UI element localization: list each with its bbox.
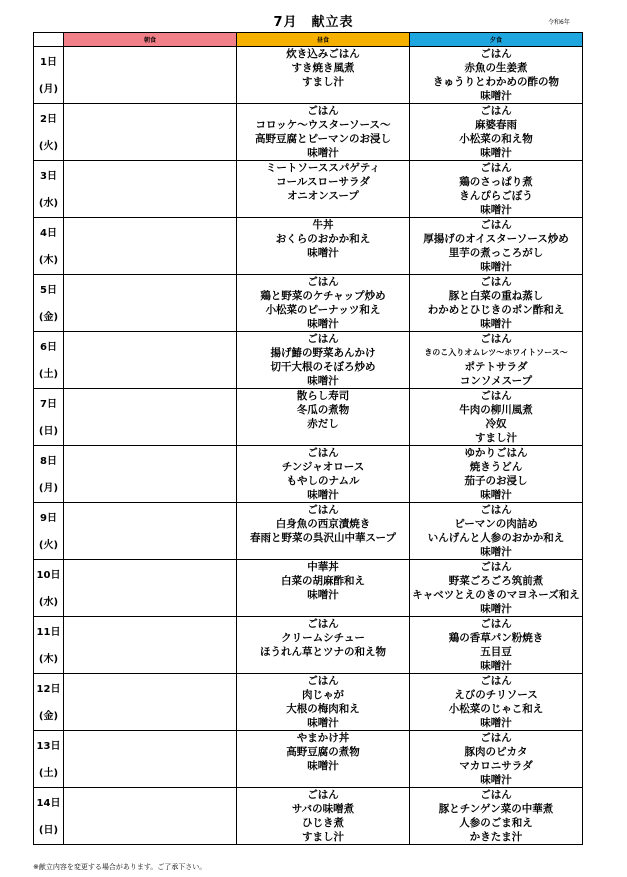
day-cell [34, 560, 64, 617]
lunch-cell [237, 674, 410, 731]
lunch-dish: 炊き込みごはん [286, 48, 360, 60]
dinner-cell [410, 161, 583, 218]
dinner-dish: 味噌汁 [480, 546, 512, 558]
table-row [34, 674, 583, 731]
lunch-cell [237, 275, 410, 332]
dinner-cell [410, 332, 583, 389]
lunch-dish: 散らし寿司 [296, 390, 350, 402]
breakfast-cell [64, 47, 237, 104]
day-date: 9日 [40, 513, 57, 524]
table-row [34, 218, 583, 275]
day-date: 14日 [36, 798, 61, 809]
day-cell [34, 332, 64, 389]
menu-table [33, 32, 583, 845]
dinner-dish: きんぴらごぼう [459, 190, 533, 202]
lunch-cell [237, 560, 410, 617]
lunch-dish: 赤だし [307, 418, 339, 430]
dinner-dish: 人参のごま和え [459, 817, 533, 829]
lunch-cell [237, 104, 410, 161]
dinner-dish: ごはん [480, 618, 512, 630]
breakfast-cell [64, 104, 237, 161]
lunch-cell [237, 446, 410, 503]
lunch-dish: ほうれん草とツナの和え物 [260, 646, 386, 658]
lunch-dish: 大根の梅肉和え [286, 703, 360, 715]
lunch-dish: すまし汁 [302, 831, 344, 843]
lunch-dish: クリームシチュー [281, 632, 365, 644]
dinner-dish: 鶏の香草パン粉焼き [448, 632, 544, 644]
lunch-dish: おくらのおかか和え [275, 233, 371, 245]
day-date: 2日 [40, 114, 57, 125]
lunch-dish: 味噌汁 [307, 760, 339, 772]
dinner-dish: ごはん [480, 162, 512, 174]
lunch-dish: 揚げ鰆の野菜あんかけ [270, 347, 376, 359]
dinner-dish: ごはん [480, 390, 512, 402]
dinner-cell [410, 218, 583, 275]
dinner-dish: 豚とチンゲン菜の中華煮 [438, 803, 554, 815]
dinner-cell [410, 617, 583, 674]
day-weekday: (木) [38, 654, 59, 665]
header-dinner: 夕食 [410, 33, 583, 47]
dinner-cell [410, 275, 583, 332]
dinner-dish: かきたま汁 [469, 831, 523, 843]
dinner-dish: 味噌汁 [480, 660, 512, 672]
day-date: 1日 [40, 57, 57, 68]
table-row [34, 161, 583, 218]
lunch-dish: 鶏と野菜のケチャップ炒め [260, 290, 386, 302]
day-weekday: (日) [38, 426, 59, 437]
day-cell [34, 104, 64, 161]
dinner-dish: 冷奴 [485, 418, 507, 430]
lunch-dish: サバの味噌煮 [291, 803, 355, 815]
dinner-dish: わかめとひじきのポン酢和え [427, 304, 565, 316]
dinner-dish: すまし汁 [475, 432, 517, 444]
table-row [34, 332, 583, 389]
table-row [34, 446, 583, 503]
lunch-dish: ごはん [307, 105, 339, 117]
dinner-dish: 味噌汁 [480, 489, 512, 501]
dinner-cell [410, 104, 583, 161]
day-weekday: (日) [38, 825, 59, 836]
dinner-dish: ごはん [480, 276, 512, 288]
dinner-dish: ごはん [480, 561, 512, 573]
day-weekday: (土) [38, 369, 59, 380]
lunch-dish: やまかけ丼 [296, 732, 350, 744]
dinner-dish: ごはん [480, 675, 512, 687]
lunch-dish: もやしのナムル [286, 475, 360, 487]
dinner-cell [410, 446, 583, 503]
table-row [34, 389, 583, 446]
lunch-cell [237, 731, 410, 788]
dinner-dish: ピーマンの肉詰め [454, 518, 538, 530]
header-lunch: 昼食 [237, 33, 410, 47]
dinner-dish: ごはん [480, 789, 512, 801]
dinner-dish: 鶏のさっぱり煮 [459, 176, 533, 188]
dinner-cell [410, 503, 583, 560]
dinner-cell [410, 674, 583, 731]
breakfast-cell [64, 560, 237, 617]
dinner-dish: 赤魚の生姜煮 [464, 62, 528, 74]
dinner-dish: 野菜ごろごろ筑前煮 [448, 575, 544, 587]
lunch-cell [237, 218, 410, 275]
table-row [34, 47, 583, 104]
day-date: 3日 [40, 171, 57, 182]
day-weekday: (火) [38, 540, 59, 551]
breakfast-cell [64, 161, 237, 218]
day-date: 10日 [36, 570, 61, 581]
breakfast-cell [64, 218, 237, 275]
dinner-dish: 豚肉のピカタ [464, 746, 528, 758]
dinner-dish: 味噌汁 [480, 147, 512, 159]
day-weekday: (水) [38, 198, 59, 209]
dinner-dish: ごはん [480, 48, 512, 60]
dinner-dish: いんげんと人参のおかか和え [427, 532, 565, 544]
lunch-dish: ミートソーススパゲティ [265, 162, 381, 174]
table-header-row [34, 33, 583, 47]
lunch-dish: ごはん [307, 789, 339, 801]
lunch-dish: 高野豆腐の煮物 [286, 746, 360, 758]
day-date: 13日 [36, 741, 61, 752]
dinner-dish: ゆかりごはん [464, 447, 528, 459]
lunch-cell [237, 161, 410, 218]
breakfast-cell [64, 275, 237, 332]
day-weekday: (火) [38, 141, 59, 152]
day-cell [34, 674, 64, 731]
header-day [34, 33, 64, 47]
dinner-cell [410, 731, 583, 788]
lunch-dish: チンジャオロース [281, 461, 365, 473]
day-cell [34, 617, 64, 674]
breakfast-cell [64, 332, 237, 389]
day-date: 12日 [36, 684, 61, 695]
lunch-dish: ごはん [307, 504, 339, 516]
footnote: ※献立内容を変更する場合があります。ご了承下さい。 [33, 863, 207, 871]
dinner-cell [410, 389, 583, 446]
dinner-dish: 里芋の煮っころがし [448, 247, 544, 259]
lunch-dish: 味噌汁 [307, 147, 339, 159]
dinner-dish: キャベツとえのきのマヨネーズ和え [412, 589, 580, 601]
dinner-dish: 茄子のお浸し [464, 475, 528, 487]
lunch-dish: ごはん [307, 618, 339, 630]
dinner-dish: ごはん [480, 732, 512, 744]
lunch-dish: 中華丼 [307, 561, 339, 573]
lunch-dish: 春雨と野菜の呉沢山中華スープ [250, 532, 396, 544]
dinner-cell [410, 47, 583, 104]
header-breakfast: 朝食 [64, 33, 237, 47]
lunch-cell [237, 47, 410, 104]
lunch-dish: 白菜の胡麻酢和え [281, 575, 365, 587]
lunch-dish: ごはん [307, 447, 339, 459]
lunch-dish: 味噌汁 [307, 247, 339, 259]
dinner-dish: 厚揚げのオイスターソース炒め [423, 233, 569, 245]
breakfast-cell [64, 788, 237, 845]
lunch-dish: 味噌汁 [307, 717, 339, 729]
day-weekday: (土) [38, 768, 59, 779]
dinner-dish: 小松菜の和え物 [459, 133, 533, 145]
dinner-cell [410, 788, 583, 845]
table-row [34, 503, 583, 560]
lunch-dish: 冬瓜の煮物 [296, 404, 350, 416]
table-row [34, 275, 583, 332]
dinner-dish: ポテトサラダ [464, 361, 528, 373]
breakfast-cell [64, 503, 237, 560]
breakfast-cell [64, 674, 237, 731]
dinner-dish: ごはん [480, 219, 512, 231]
day-date: 5日 [40, 285, 57, 296]
day-cell [34, 275, 64, 332]
day-cell [34, 389, 64, 446]
day-weekday: (水) [38, 597, 59, 608]
lunch-dish: 白身魚の西京漬焼き [275, 518, 371, 530]
lunch-dish: 小松菜のピーナッツ和え [265, 304, 381, 316]
lunch-dish: オニオンスープ [287, 190, 359, 202]
lunch-dish: ごはん [307, 675, 339, 687]
lunch-dish: 肉じゃが [302, 689, 344, 701]
lunch-dish: 味噌汁 [307, 489, 339, 501]
dinner-dish: 味噌汁 [480, 774, 512, 786]
day-cell [34, 161, 64, 218]
dinner-dish: ごはん [480, 105, 512, 117]
era-label: 令和6年 [548, 19, 570, 26]
day-date: 7日 [40, 399, 57, 410]
lunch-dish: 牛丼 [312, 219, 334, 231]
menu-body [34, 47, 583, 845]
lunch-cell [237, 503, 410, 560]
lunch-dish: 味噌汁 [307, 375, 339, 387]
dinner-dish: きゅうりとわかめの酢の物 [433, 76, 559, 88]
day-date: 6日 [40, 342, 57, 353]
dinner-dish: 味噌汁 [480, 204, 512, 216]
lunch-dish: 切干大根のそぼろ炒め [270, 361, 376, 373]
lunch-dish: ひじき煮 [302, 817, 344, 829]
dinner-dish: ごはん [480, 333, 512, 345]
table-row [34, 560, 583, 617]
lunch-dish: ごはん [307, 333, 339, 345]
dinner-dish: 味噌汁 [480, 261, 512, 273]
day-cell [34, 788, 64, 845]
dinner-dish: 味噌汁 [480, 717, 512, 729]
lunch-dish: コールスローサラダ [276, 176, 370, 188]
dinner-dish: ごはん [480, 504, 512, 516]
day-date: 8日 [40, 456, 57, 467]
table-row [34, 731, 583, 788]
day-date: 11日 [36, 627, 61, 638]
dinner-dish: 味噌汁 [480, 603, 512, 615]
dinner-dish: えびのチリソース [454, 689, 538, 701]
dinner-dish: 味噌汁 [480, 318, 512, 330]
dinner-dish: コンソメスープ [459, 375, 533, 387]
table-row [34, 617, 583, 674]
lunch-dish: 味噌汁 [307, 318, 339, 330]
dinner-dish: 豚と白菜の重ね蒸し [448, 290, 544, 302]
breakfast-cell [64, 731, 237, 788]
lunch-dish: ごはん [307, 276, 339, 288]
breakfast-cell [64, 389, 237, 446]
table-row [34, 788, 583, 845]
dinner-dish: 麻婆春雨 [475, 119, 517, 131]
dinner-dish: 牛肉の柳川風煮 [459, 404, 533, 416]
day-cell [34, 218, 64, 275]
dinner-dish: 五目豆 [480, 646, 512, 658]
day-weekday: (木) [38, 255, 59, 266]
table-row [34, 104, 583, 161]
dinner-dish: きのこ入りオムレツ～ホワイトソース～ [424, 348, 568, 357]
dinner-dish: 焼きうどん [469, 461, 523, 473]
dinner-dish: 小松菜のじゃこ和え [448, 703, 544, 715]
day-weekday: (月) [38, 483, 59, 494]
lunch-dish: すまし汁 [302, 76, 344, 88]
day-cell [34, 446, 64, 503]
breakfast-cell [64, 617, 237, 674]
breakfast-cell [64, 446, 237, 503]
dinner-dish: 味噌汁 [480, 90, 512, 102]
day-date: 4日 [40, 228, 57, 239]
day-weekday: (金) [38, 312, 59, 323]
day-weekday: (月) [38, 84, 59, 95]
lunch-dish: すき焼き風煮 [291, 62, 355, 74]
day-cell [34, 731, 64, 788]
lunch-cell [237, 332, 410, 389]
day-cell [34, 503, 64, 560]
lunch-cell [237, 617, 410, 674]
dinner-dish: マカロニサラダ [459, 760, 533, 772]
day-cell [34, 47, 64, 104]
dinner-cell [410, 560, 583, 617]
lunch-cell [237, 788, 410, 845]
day-weekday: (金) [38, 711, 59, 722]
lunch-dish: 味噌汁 [307, 589, 339, 601]
lunch-cell [237, 389, 410, 446]
lunch-dish: コロッケ～ウスターソース～ [255, 119, 391, 131]
page-title: 7月 献立表 [273, 15, 354, 30]
lunch-dish: 高野豆腐とピーマンのお浸し [254, 133, 392, 145]
